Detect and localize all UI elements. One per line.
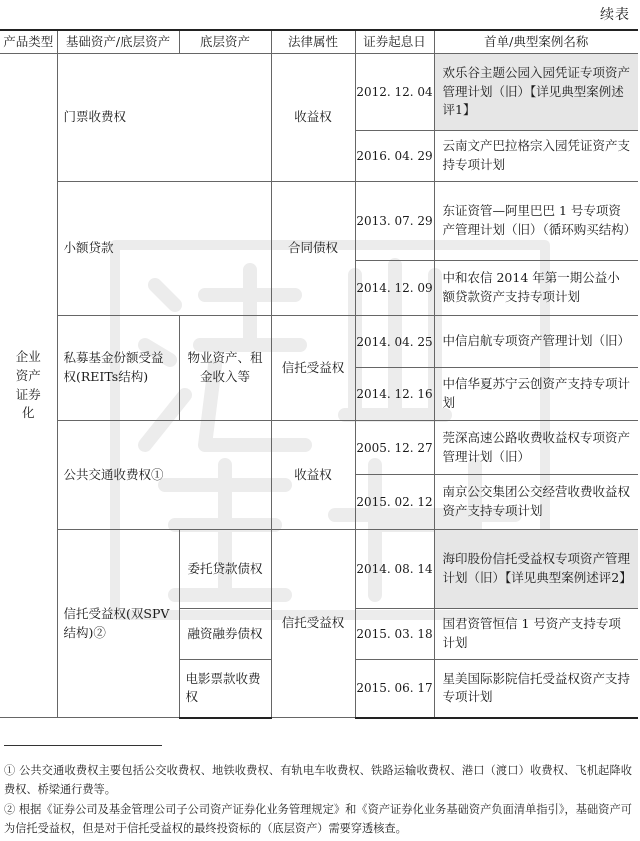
base-asset-cell: 私募基金份额受益权(REITs结构) (57, 316, 179, 421)
case-name-cell: 欢乐谷主题公园入园凭证专项资产管理计划（旧）【详见典型案例述评1】 (434, 54, 638, 131)
base-asset-cell: 门票收费权 (57, 54, 271, 182)
start-date-cell: 2005. 12. 27 (355, 421, 434, 475)
footnote-2: ② 根据《证券公司及基金管理公司子公司资产证券化业务管理规定》和《资产证券化业务基础资产负面清单指引》，基础资产可为信托受益权，但是对于信托受益权的最终投资标的（底层资产）需要穿透核查。 (4, 803, 632, 835)
underlying-asset-cell: 委托贷款债权 (179, 530, 271, 609)
header-legal-attribute: 法律属性 (271, 30, 355, 54)
table-row (0, 530, 638, 609)
underlying-asset-cell: 电影票款收费权 (179, 660, 271, 718)
legal-attribute-cell: 合同债权 (271, 182, 355, 316)
start-date-cell: 2016. 04. 29 (355, 131, 434, 182)
start-date-cell: 2015. 03. 18 (355, 609, 434, 660)
start-date-cell: 2013. 07. 29 (355, 182, 434, 261)
case-name-cell: 东证资管—阿里巴巴 1 号专项资产管理计划（旧）（循环购买结构） (434, 182, 638, 261)
header-case-name: 首单/典型案例名称 (434, 30, 638, 54)
start-date-cell: 2014. 04. 25 (355, 316, 434, 368)
underlying-asset-cell: 融资融券债权 (179, 609, 271, 660)
table-row (0, 54, 638, 131)
start-date-cell: 2015. 02. 12 (355, 475, 434, 530)
header-start-date: 证券起息日 (355, 30, 434, 54)
legal-attribute-cell: 信托受益权 (271, 316, 355, 421)
base-asset-cell: 公共交通收费权① (57, 421, 271, 530)
header-underlying-asset: 底层资产 (179, 30, 271, 54)
base-asset-cell: 信托受益权(双SPV结构)② (57, 530, 179, 718)
header-row (0, 30, 638, 54)
product-type-cell (0, 54, 57, 718)
table-row (0, 421, 638, 475)
start-date-cell: 2014. 12. 09 (355, 261, 434, 316)
start-date-cell: 2012. 12. 04 (355, 54, 434, 131)
start-date-cell: 2014. 12. 16 (355, 368, 434, 421)
table-row (0, 182, 638, 261)
header-base-asset: 基础资产/底层资产 (57, 30, 179, 54)
start-date-cell: 2014. 08. 14 (355, 530, 434, 609)
continued-label: 续表 (600, 7, 630, 23)
case-name-cell: 国君资管恒信 1 号资产支持专项计划 (434, 609, 638, 660)
header-product-type: 产品类型 (0, 30, 57, 54)
case-name-cell: 南京公交集团公交经营收费收益权资产支持专项计划 (434, 475, 638, 530)
legal-attribute-cell: 收益权 (271, 421, 355, 530)
start-date-cell: 2015. 06. 17 (355, 660, 434, 718)
table-row (0, 316, 638, 368)
case-name-cell: 中信启航专项资产管理计划（旧） (434, 316, 638, 368)
case-name-cell: 莞深高速公路收费收益权专项资产管理计划（旧） (434, 421, 638, 475)
underlying-asset-cell: 物业资产、租金收入等 (179, 316, 271, 421)
footnote-1: ① 公共交通收费权主要包括公交收费权、地铁收费权、有轨电车收费权、铁路运输收费权、港口（渡口）收费权、飞机起降收费权、桥梁通行费等。 (4, 764, 632, 796)
case-name-cell: 中信华夏苏宁云创资产支持专项计划 (434, 368, 638, 421)
base-asset-cell: 小额贷款 (57, 182, 271, 316)
legal-attribute-cell: 收益权 (271, 54, 355, 182)
footnote-divider (4, 745, 162, 746)
legal-attribute-cell: 信托受益权 (271, 530, 355, 718)
asset-securitization-table (0, 29, 638, 719)
case-name-cell: 海印股份信托受益权专项资产管理计划（旧）【详见典型案例述评2】 (434, 530, 638, 609)
case-name-cell: 星美国际影院信托受益权资产支持专项计划 (434, 660, 638, 718)
case-name-cell: 中和农信 2014 年第一期公益小额贷款资产支持专项计划 (434, 261, 638, 316)
case-name-cell: 云南文产巴拉格宗入园凭证资产支持专项计划 (434, 131, 638, 182)
product-type-text: 企业资产证券化 (15, 349, 41, 421)
